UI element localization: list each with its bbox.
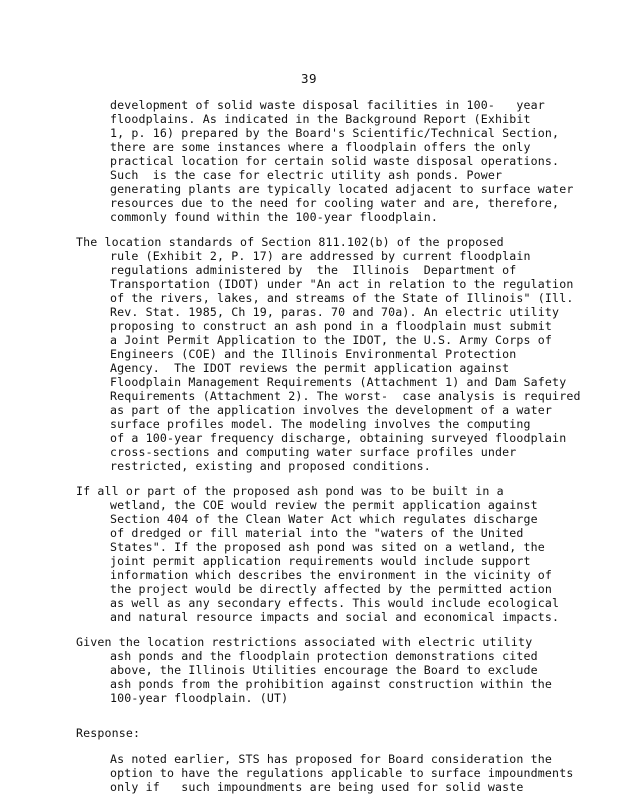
text-line: cross-sections and computing water surface profiles under [110,445,517,459]
text-line: resources due to the need for cooling water and are, therefore, [110,196,560,210]
text-line: Floodplain Management Requirements (Attachment 1) and Dam Safety [110,375,567,389]
text-line: wetland, the COE would review the permit application against [110,498,538,512]
text-line: development of solid waste disposal facilities in 100- year [110,98,545,112]
text-line: the project would be directly affected by the permitted action [110,582,553,596]
text-line: 100-year floodplain. (UT) [110,691,289,705]
text-line: rule (Exhibit 2, P. 17) are addressed by current floodplain [110,249,531,263]
text-line: a Joint Permit Application to the IDOT, the U.S. Army Corps of [110,333,553,347]
text-line: Section 404 of the Clean Water Act which regulates discharge [110,512,538,526]
text-line: only if such impoundments are being used for solid waste [110,780,524,794]
response-heading: Response: [76,726,141,740]
text-line: Agency. The IDOT reviews the permit application against [110,361,510,375]
text-line: As noted earlier, STS has proposed for Board consideration the [110,752,553,766]
text-line: of a 100-year frequency discharge, obtaining surveyed floodplain [110,431,567,445]
text-line: Given the location restrictions associated with electric utility [76,635,533,649]
text-line: The location standards of Section 811.102(b) of the proposed [76,235,504,249]
text-line: as part of the application involves the development of a water [110,403,553,417]
text-line: surface profiles model. The modeling involves the computing [110,417,531,431]
text-line: ash ponds and the floodplain protection demonstrations cited [110,649,538,663]
text-line: Requirements (Attachment 2). The worst- case analysis is required [110,389,581,403]
text-line: option to have the regulations applicable to surface impoundments [110,766,574,780]
text-line: Such is the case for electric utility ash ponds. Power [110,168,503,182]
text-line: Transportation (IDOT) under "An act in relation to the regulation [110,277,574,291]
text-line: as well as any secondary effects. This would include ecological [110,596,560,610]
text-line: joint permit application requirements would include support [110,554,531,568]
text-line: of dredged or fill material into the "waters of the United [110,526,524,540]
text-line: above, the Illinois Utilities encourage the Board to exclude [110,663,538,677]
text-line: and natural resource impacts and social and economical impacts. [110,610,560,624]
text-line: regulations administered by the Illinois Department of [110,263,517,277]
text-line: practical location for certain solid waste disposal operations. [110,154,560,168]
text-line: 1, p. 16) prepared by the Board's Scientific/Technical Section, [110,126,560,140]
page-number: 39 [300,71,318,86]
text-line: generating plants are typically located adjacent to surface water [110,182,574,196]
text-line: States". If the proposed ash pond was sited on a wetland, the [110,540,545,554]
text-line: floodplains. As indicated in the Background Report (Exhibit [110,112,531,126]
text-line: ash ponds from the prohibition against construction within the [110,677,553,691]
text-line: Rev. Stat. 1985, Ch 19, paras. 70 and 70a). An electric utility [110,305,560,319]
text-line: of the rivers, lakes, and streams of the State of Illinois" (Ill. [110,291,574,305]
text-line: proposing to construct an ash pond in a floodplain must submit [110,319,553,333]
text-line: commonly found within the 100-year floodplain. [110,210,438,224]
text-line: Engineers (COE) and the Illinois Environmental Protection [110,347,517,361]
text-line: If all or part of the proposed ash pond was to be built in a [76,484,504,498]
text-line: there are some instances where a floodplain offers the only [110,140,531,154]
text-line: restricted, existing and proposed conditions. [110,459,431,473]
text-line: information which describes the environment in the vicinity of [110,568,553,582]
